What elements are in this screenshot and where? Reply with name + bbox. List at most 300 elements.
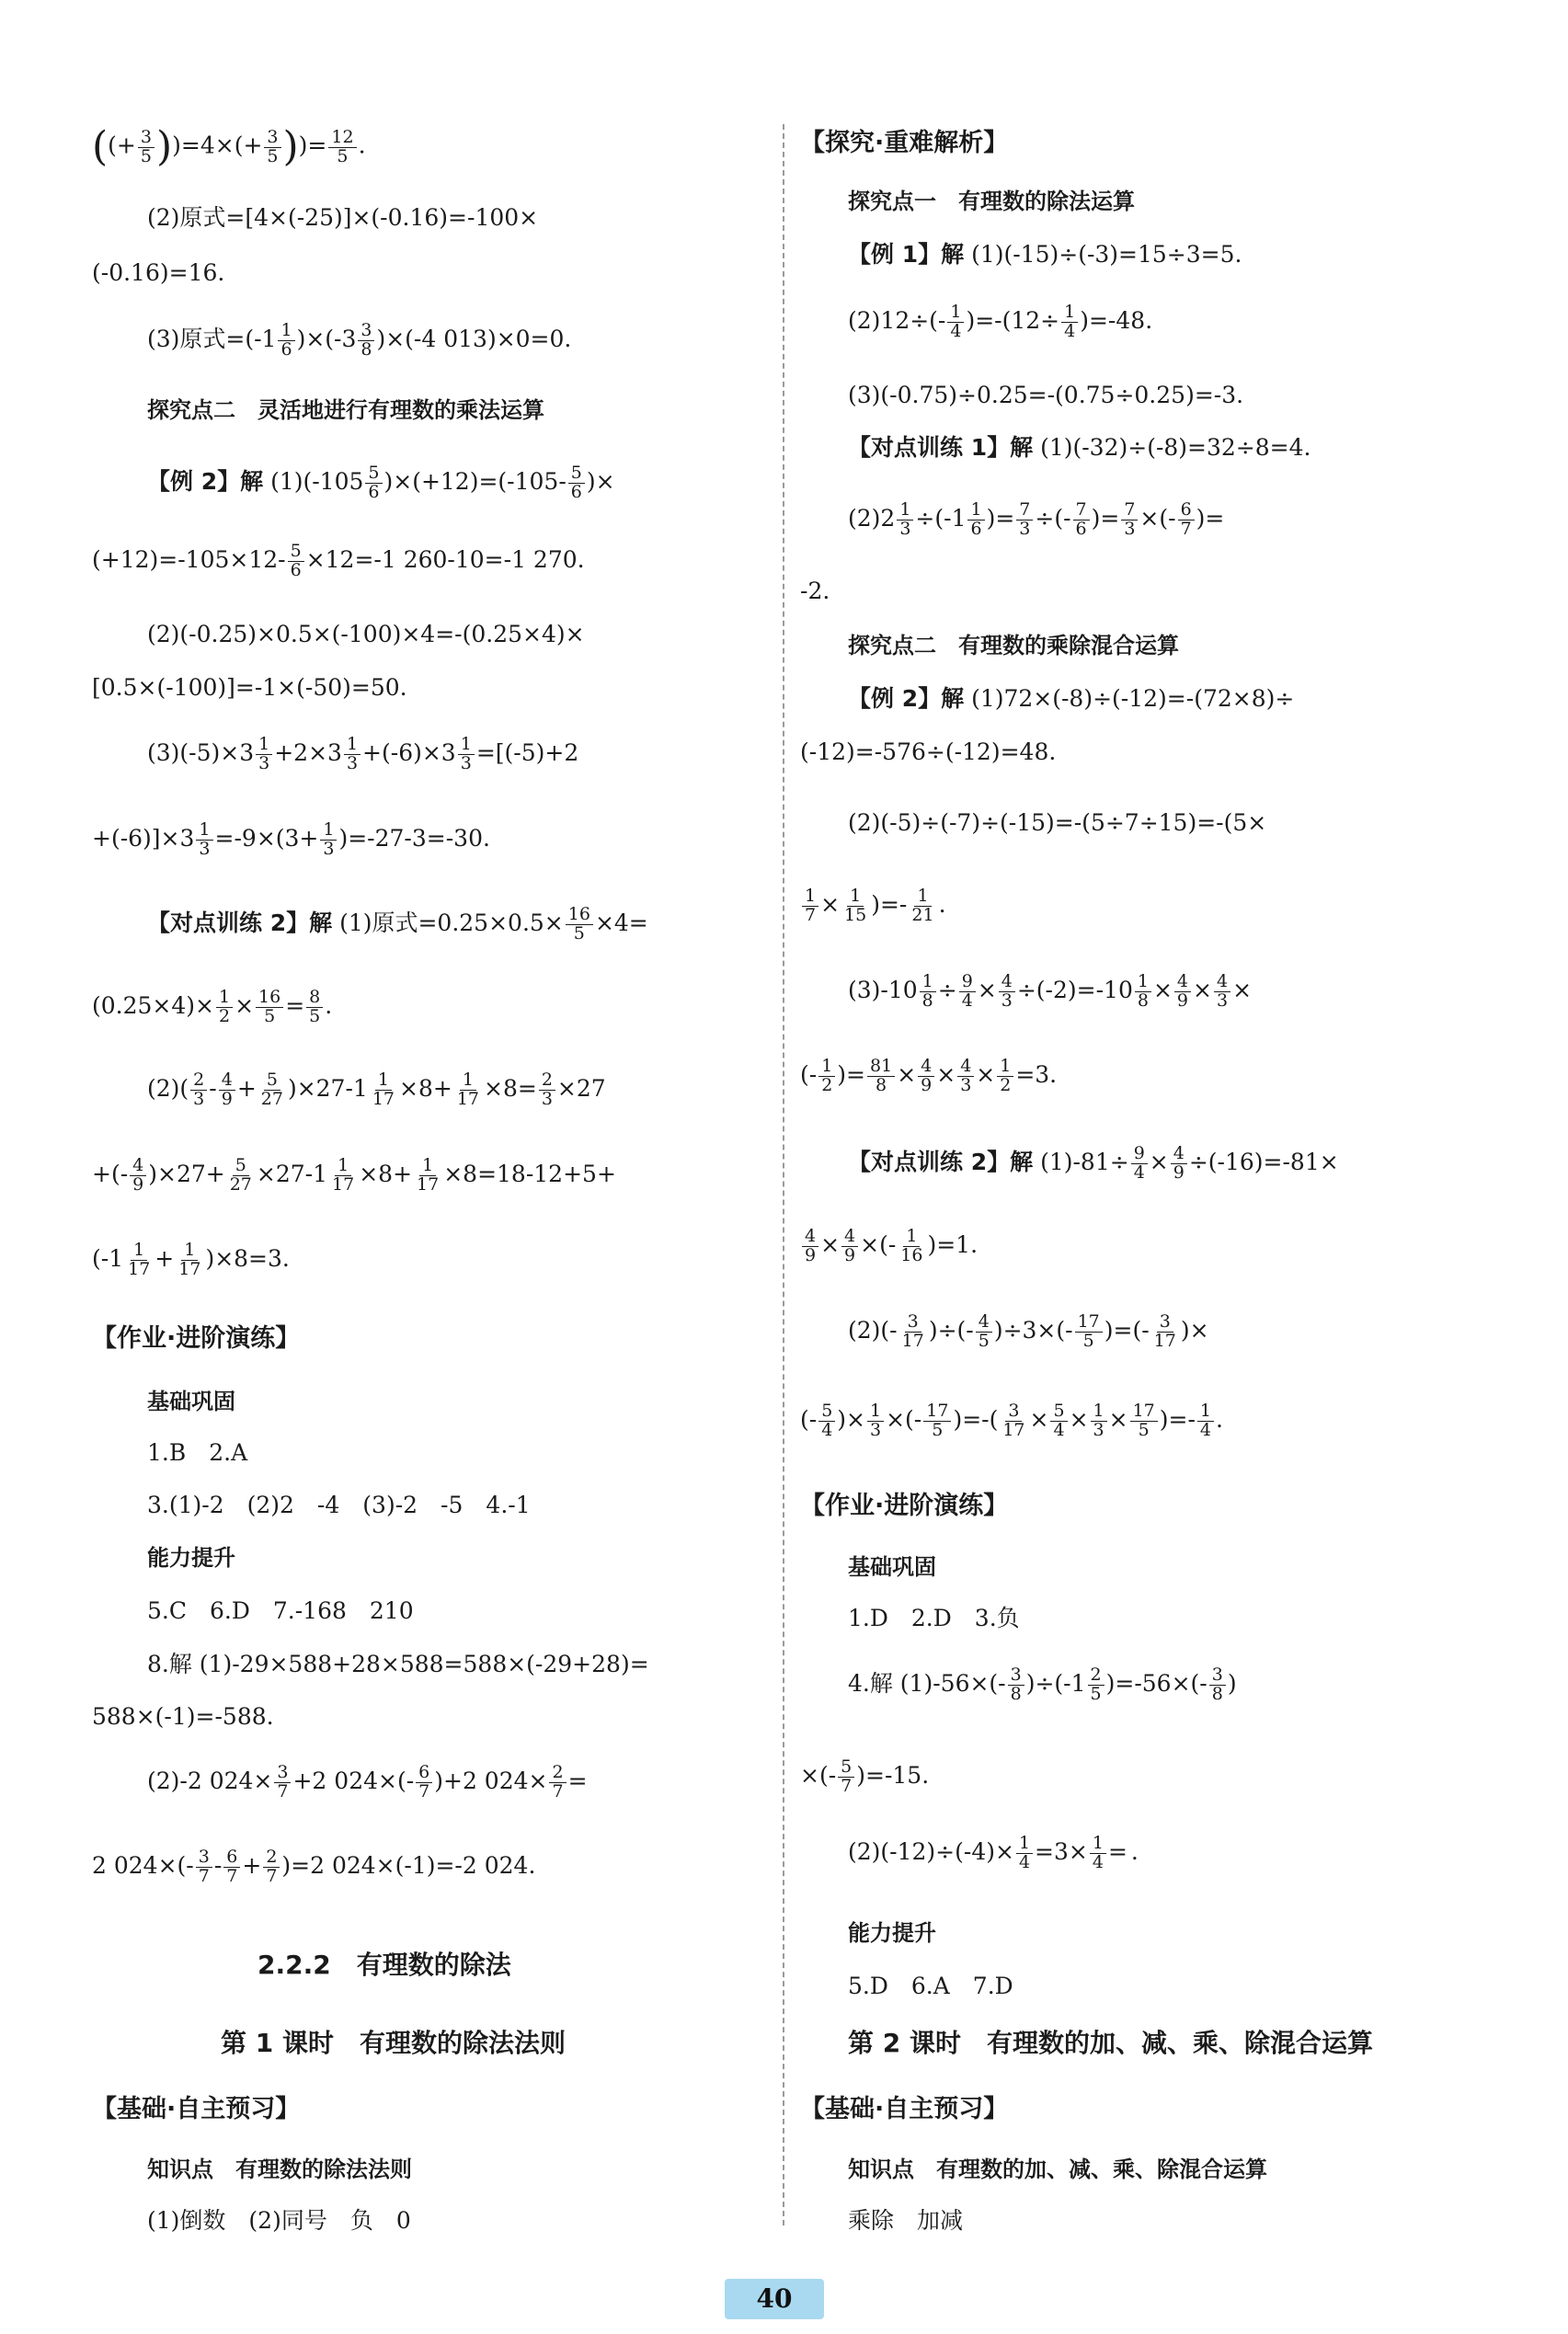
- denominator: 5: [978, 1330, 990, 1351]
- denominator: 9: [221, 1088, 233, 1109]
- label: 【对点训练 2】解: [147, 909, 333, 936]
- calc-line: [0.5×(-100)]=-1×(-50)=50.: [92, 674, 407, 701]
- numerator: 2: [549, 1764, 566, 1783]
- text: .: [1130, 1837, 1139, 1865]
- numerator: 3: [1157, 1313, 1173, 1333]
- answer-line: 1.B 2.A: [147, 1439, 248, 1466]
- fraction: [329, 1157, 357, 1195]
- numerator: 1: [278, 322, 294, 341]
- denominator: 5: [1090, 1683, 1102, 1704]
- section-heading: 探究点一 有理数的除法运算: [848, 189, 1135, 214]
- fraction: [416, 1764, 432, 1802]
- fraction: [358, 322, 374, 360]
- knowledge-point: 知识点 有理数的加、减、乘、除混合运算: [848, 2157, 1267, 2182]
- text: (2)12÷(-: [848, 306, 946, 334]
- fraction: [818, 1058, 835, 1095]
- calc-line: [848, 303, 1152, 341]
- denominator: 7: [266, 1865, 278, 1886]
- numerator: 7: [1121, 501, 1138, 521]
- column-divider: [783, 124, 784, 2225]
- fraction: [1061, 303, 1078, 341]
- text: (2)(-12)÷(-4)×: [848, 1837, 1014, 1865]
- fraction: [918, 1058, 934, 1095]
- label: 【例 2】解: [848, 685, 965, 712]
- fraction: [959, 973, 976, 1011]
- fraction: [454, 1071, 482, 1109]
- numerator: 2: [539, 1071, 555, 1091]
- text: ×8=18-12+5+: [443, 1160, 616, 1187]
- numerator: 3: [1005, 1402, 1022, 1422]
- numerator: 2: [263, 1848, 280, 1868]
- numerator: 17: [1130, 1402, 1158, 1422]
- text: )=: [1196, 504, 1225, 532]
- denominator: 8: [361, 338, 372, 360]
- text: ÷(-16)=-81×: [1188, 1148, 1339, 1175]
- text: =-9×(3+: [214, 824, 319, 852]
- fraction: [1151, 1313, 1179, 1351]
- numerator: 1: [914, 887, 931, 907]
- numerator: 4: [999, 973, 1015, 992]
- calc-line: [147, 1764, 588, 1802]
- text: ×27: [556, 1074, 606, 1102]
- page-number: 40: [725, 2279, 824, 2319]
- denominator: 3: [460, 752, 472, 773]
- calc-line: [848, 1145, 1339, 1183]
- denominator: 16: [900, 1244, 923, 1265]
- denominator: 3: [199, 838, 211, 859]
- answer-line: 乘除 加减: [848, 2207, 964, 2234]
- homework-heading: 【作业·进阶演练】: [800, 1492, 1009, 1520]
- fraction: [802, 1228, 818, 1265]
- denominator: 4: [1053, 1419, 1065, 1440]
- fraction: [258, 1071, 286, 1109]
- denominator: 5: [1138, 1419, 1150, 1440]
- text: )×(-3: [296, 325, 357, 352]
- text: )×8=3.: [205, 1244, 290, 1272]
- subheading-ability: 能力提升: [848, 1920, 936, 1946]
- text: ×: [977, 976, 997, 1003]
- text: (-: [800, 1060, 818, 1088]
- text: =3.: [1015, 1060, 1058, 1088]
- numerator: 81: [867, 1058, 895, 1077]
- answer-line: 1.D 2.D 3.负: [848, 1605, 1020, 1631]
- fraction: [923, 1402, 951, 1440]
- fraction: [838, 1758, 854, 1796]
- text: )=(-: [1104, 1316, 1150, 1344]
- text: )×(-4 013)×0=0.: [376, 325, 572, 352]
- fraction: [1174, 973, 1191, 1011]
- numerator: 3: [264, 129, 280, 148]
- text: ×: [235, 991, 255, 1019]
- knowledge-point: 知识点 有理数的除法法则: [147, 2157, 412, 2182]
- calc-line: (2)(-0.25)×0.5×(-100)×4=-(0.25×4)×: [147, 621, 585, 647]
- text: ×: [1149, 1148, 1169, 1175]
- text: (3)(-5)×3: [147, 738, 255, 766]
- text: (1)-81÷: [1040, 1148, 1129, 1175]
- calc-line: [848, 501, 1224, 539]
- numerator: 17: [1075, 1313, 1103, 1333]
- fraction: [898, 1228, 925, 1265]
- fraction: [947, 303, 964, 341]
- numerator: 2: [1088, 1666, 1104, 1686]
- denominator: 7: [226, 1865, 238, 1886]
- denominator: 5: [140, 145, 152, 166]
- numerator: 16: [566, 906, 593, 925]
- text: +(-6)×3: [362, 738, 456, 766]
- numerator: 4: [1174, 973, 1191, 992]
- denominator: 17: [1002, 1419, 1025, 1440]
- denominator: 9: [921, 1074, 933, 1095]
- fraction: [365, 464, 382, 502]
- text: (3)原式=(-1: [147, 325, 277, 352]
- numerator: 5: [264, 1071, 280, 1091]
- fraction: [344, 736, 361, 773]
- numerator: 1: [1197, 1402, 1214, 1422]
- calc-line: ((+ $\frac{3}{5}$ ))=4×(+ $\frac{3}{5}$ ))= $\frac{12}{5}$ .: [92, 123, 366, 170]
- text: +: [242, 1851, 262, 1879]
- fraction: [227, 1157, 255, 1195]
- denominator: 8: [1010, 1683, 1022, 1704]
- text: )=-15.: [856, 1761, 930, 1789]
- numerator: 1: [216, 989, 233, 1008]
- calc-line: [92, 1241, 290, 1279]
- numerator: 1: [1016, 1835, 1033, 1854]
- calc-line: [92, 1848, 535, 1886]
- text: )=: [837, 1060, 865, 1088]
- fraction: [1050, 1402, 1067, 1440]
- denominator: 7: [805, 904, 817, 925]
- denominator: 2: [218, 1005, 231, 1026]
- denominator: 9: [1173, 1161, 1185, 1183]
- denominator: 3: [1124, 518, 1136, 539]
- preview-heading: 【基础·自主预习】: [92, 2095, 301, 2123]
- fraction: [920, 973, 936, 1011]
- text: .: [1216, 1405, 1223, 1433]
- numerator: 1: [131, 1241, 147, 1261]
- fraction: [274, 1764, 291, 1802]
- denominator: 6: [290, 559, 302, 580]
- text: ×: [936, 1060, 956, 1088]
- calc-line: (-12)=-576÷(-12)=48.: [800, 738, 1057, 765]
- text: (2)(-: [848, 1316, 898, 1344]
- numerator: 4: [841, 1228, 858, 1247]
- text: 4.解 (1)-56×(-: [848, 1669, 1006, 1697]
- text: )÷3×(-: [993, 1316, 1073, 1344]
- denominator: 9: [132, 1173, 144, 1195]
- numerator: 1: [1061, 303, 1078, 323]
- text: -: [209, 1074, 217, 1102]
- section-heading: 探究点二 有理数的乘除混合运算: [848, 633, 1179, 658]
- fraction: [1088, 1666, 1104, 1704]
- calc-line: [800, 1228, 978, 1265]
- numerator: 9: [1131, 1145, 1148, 1164]
- fraction: [976, 1313, 992, 1351]
- text: ÷(-2)=-10: [1016, 976, 1133, 1003]
- text: ×: [1029, 1405, 1049, 1433]
- fraction: [841, 1228, 858, 1265]
- denominator: 6: [970, 518, 982, 539]
- numerator: 7: [1016, 501, 1033, 521]
- text: ×27-1: [256, 1160, 328, 1187]
- numerator: 17: [923, 1402, 951, 1422]
- calc-line: [147, 906, 648, 944]
- numerator: 5: [288, 543, 304, 562]
- calc-line: [800, 1058, 1057, 1095]
- numerator: 1: [967, 501, 984, 521]
- denominator: 17: [372, 1088, 395, 1109]
- fraction: [176, 1241, 203, 1279]
- denominator: 9: [805, 1244, 817, 1265]
- text: )×(+12)=(-105-: [383, 467, 567, 495]
- fraction: [216, 989, 233, 1026]
- fraction: [867, 1402, 884, 1440]
- numerator: 1: [947, 303, 964, 323]
- label: 【例 1】解: [848, 241, 965, 268]
- denominator: 4: [821, 1419, 833, 1440]
- subheading-basic: 基础巩固: [147, 1389, 235, 1414]
- denominator: 4: [1064, 320, 1076, 341]
- numerator: 3: [905, 1313, 921, 1333]
- calc-line: (2)原式=[4×(-25)]×(-0.16)=-100×: [147, 204, 539, 231]
- denominator: 8: [876, 1074, 887, 1095]
- lesson-title: 第 2 课时 有理数的加、减、乘、除混合运算: [848, 2028, 1373, 2058]
- numerator: 6: [416, 1764, 432, 1783]
- denominator: 17: [1153, 1330, 1176, 1351]
- denominator: 7: [277, 1780, 289, 1802]
- fraction: [1000, 1402, 1027, 1440]
- numerator: 9: [959, 973, 976, 992]
- denominator: 3: [323, 838, 335, 859]
- numerator: 1: [196, 821, 212, 841]
- text: (-: [800, 1405, 818, 1433]
- fraction: [802, 887, 818, 925]
- answer-line: 588×(-1)=-588.: [92, 1703, 274, 1730]
- denominator: 8: [921, 990, 933, 1011]
- fraction: [568, 464, 585, 502]
- denominator: 17: [901, 1330, 924, 1351]
- fraction: [256, 736, 272, 773]
- calc-line: [848, 434, 1310, 462]
- right-column: [800, 0, 1476, 2334]
- fraction: [263, 1848, 280, 1886]
- fraction: [818, 1402, 835, 1440]
- text: +: [236, 1074, 257, 1102]
- calc-line: [92, 543, 585, 580]
- text: =: [1107, 1837, 1127, 1865]
- denominator: 21: [911, 904, 934, 925]
- text: ×8+: [399, 1074, 452, 1102]
- denominator: 3: [1019, 518, 1031, 539]
- numerator: 5: [233, 1157, 249, 1176]
- numerator: 5: [818, 1402, 835, 1422]
- text: (0.25×4)×: [92, 991, 214, 1019]
- text: ×8=: [484, 1074, 537, 1102]
- text: ): [1227, 1669, 1237, 1697]
- calc-line: [147, 736, 578, 773]
- denominator: 8: [1211, 1683, 1223, 1704]
- text: .: [358, 132, 366, 159]
- answer-line: 8.解 (1)-29×588+28×588=588×(-29+28)=: [147, 1651, 649, 1677]
- denominator: 7: [1180, 518, 1192, 539]
- denominator: 8: [1137, 990, 1149, 1011]
- denominator: 27: [229, 1173, 252, 1195]
- fraction: [125, 1241, 153, 1279]
- text: )=4×(+: [172, 132, 263, 159]
- denominator: 3: [346, 752, 359, 773]
- fraction: [1016, 501, 1033, 539]
- numerator: 1: [375, 1071, 392, 1091]
- numerator: 1: [897, 501, 913, 521]
- text: )×: [837, 1405, 865, 1433]
- text: +2×3: [274, 738, 342, 766]
- fraction: [899, 1313, 927, 1351]
- denominator: 3: [193, 1088, 205, 1109]
- text: ×(-: [800, 1761, 837, 1789]
- denominator: 3: [960, 1074, 972, 1095]
- calc-line: [800, 887, 946, 925]
- numerator: 4: [918, 1058, 934, 1077]
- text: +: [155, 1244, 175, 1272]
- calc-line: [92, 821, 490, 859]
- text: (2)-2 024×: [147, 1767, 273, 1794]
- fraction: [897, 501, 913, 539]
- denominator: 4: [950, 320, 962, 341]
- denominator: 9: [844, 1244, 856, 1265]
- denominator: 5: [1082, 1330, 1094, 1351]
- fraction: [256, 989, 283, 1026]
- numerator: 1: [920, 973, 936, 992]
- section-heading: 探究点二 灵活地进行有理数的乘法运算: [147, 397, 544, 423]
- numerator: 6: [223, 1848, 240, 1868]
- text: (3)-10: [848, 976, 918, 1003]
- fraction: [1209, 1666, 1226, 1704]
- fraction: [414, 1157, 441, 1195]
- text: .: [325, 991, 333, 1019]
- fraction: [1075, 1313, 1103, 1351]
- text: )+2 024×: [434, 1767, 548, 1794]
- denominator: 7: [552, 1780, 564, 1802]
- calc-line: [848, 973, 1252, 1011]
- fraction: [1090, 1835, 1106, 1872]
- numerator: 3: [196, 1848, 212, 1868]
- fraction: [138, 126, 155, 166]
- denominator: 5: [932, 1419, 944, 1440]
- denominator: 15: [844, 904, 867, 925]
- numerator: 4: [1171, 1145, 1187, 1164]
- calc-line: [848, 1313, 1209, 1351]
- text: )×: [586, 467, 615, 495]
- numerator: 1: [802, 887, 818, 907]
- text: )=: [1091, 504, 1120, 532]
- denominator: 17: [332, 1173, 355, 1195]
- fraction: [1178, 501, 1195, 539]
- answer-line: 5.D 6.A 7.D: [848, 1973, 1013, 1999]
- numerator: 4: [957, 1058, 974, 1077]
- answer-line: 3.(1)-2 (2)2 -4 (3)-2 -5 4.-1: [147, 1492, 531, 1518]
- text: )=-(: [953, 1405, 999, 1433]
- fraction: [1197, 1402, 1214, 1440]
- text: ×: [820, 890, 841, 918]
- text: )=-: [1159, 1405, 1196, 1433]
- fraction: [1091, 1402, 1107, 1440]
- fraction: [130, 1157, 146, 1195]
- numerator: 1: [867, 1402, 884, 1422]
- denominator: 7: [841, 1775, 853, 1796]
- numerator: 12: [328, 129, 356, 148]
- denominator: 3: [1093, 1419, 1104, 1440]
- text: ÷: [937, 976, 957, 1003]
- text: =[(-5)+2: [475, 738, 579, 766]
- text: ×4=: [594, 909, 648, 936]
- numerator: 4: [1214, 973, 1230, 992]
- numerator: 2: [190, 1071, 207, 1091]
- subheading-ability: 能力提升: [147, 1545, 235, 1571]
- text: ×12=-1 260-10=-1 270.: [305, 545, 585, 573]
- text: (1)(-32)÷(-8)=32÷8=4.: [1040, 434, 1311, 461]
- calc-line: -2.: [800, 578, 830, 604]
- calc-line: [800, 1758, 929, 1796]
- text: +(-6)]×3: [92, 824, 195, 852]
- denominator: 4: [1092, 1851, 1104, 1872]
- text: =: [285, 991, 305, 1019]
- fraction: [1214, 973, 1230, 1011]
- numerator: 1: [419, 1157, 436, 1176]
- calc-line: [848, 1835, 1139, 1872]
- text: (+: [108, 132, 136, 159]
- denominator: 5: [264, 1005, 276, 1026]
- calc-line: [147, 1071, 606, 1109]
- preview-heading: 【基础·自主预习】: [800, 2095, 1009, 2123]
- text: ×: [1069, 1405, 1089, 1433]
- answer-line: 5.C 6.D 7.-168 210: [147, 1597, 414, 1624]
- label: 【对点训练 2】解: [848, 1148, 1034, 1175]
- text: )=: [986, 504, 1015, 532]
- text: )×27+: [148, 1160, 225, 1187]
- calc-line: (2)(-5)÷(-7)÷(-15)=-(5÷7÷15)=-(5×: [848, 809, 1267, 836]
- fraction: [909, 887, 936, 925]
- explore-heading: 【探究·重难解析】: [800, 129, 1009, 157]
- numerator: 4: [219, 1071, 235, 1091]
- calc-line: [848, 1666, 1237, 1704]
- fraction: [458, 736, 475, 773]
- text: )=: [298, 132, 327, 159]
- fraction: [1073, 501, 1090, 539]
- fraction: [288, 543, 304, 580]
- text: (1)(-15)÷(-3)=15÷3=5.: [971, 241, 1242, 268]
- calc-line: [92, 989, 332, 1026]
- text: +2 024×(-: [292, 1767, 415, 1794]
- text: )=-56×(-: [1105, 1669, 1207, 1697]
- denominator: 4: [1133, 1161, 1145, 1183]
- denominator: 6: [368, 481, 380, 502]
- numerator: 1: [460, 1071, 476, 1091]
- fraction: [549, 1764, 566, 1802]
- numerator: 5: [838, 1758, 854, 1778]
- text: ×8+: [359, 1160, 413, 1187]
- fraction: [997, 1058, 1013, 1095]
- numerator: 3: [138, 129, 155, 148]
- fraction: [1121, 501, 1138, 539]
- text: )=-48.: [1080, 306, 1153, 334]
- subheading-basic: 基础巩固: [848, 1554, 936, 1580]
- text: ×: [976, 1060, 996, 1088]
- text: ×(-: [1139, 504, 1176, 532]
- lesson-title: 第 1 课时 有理数的除法法则: [221, 2028, 566, 2058]
- denominator: 4: [1199, 1419, 1212, 1440]
- fraction: [999, 973, 1015, 1011]
- text: ×: [1108, 1405, 1128, 1433]
- text: ÷(-: [1035, 504, 1071, 532]
